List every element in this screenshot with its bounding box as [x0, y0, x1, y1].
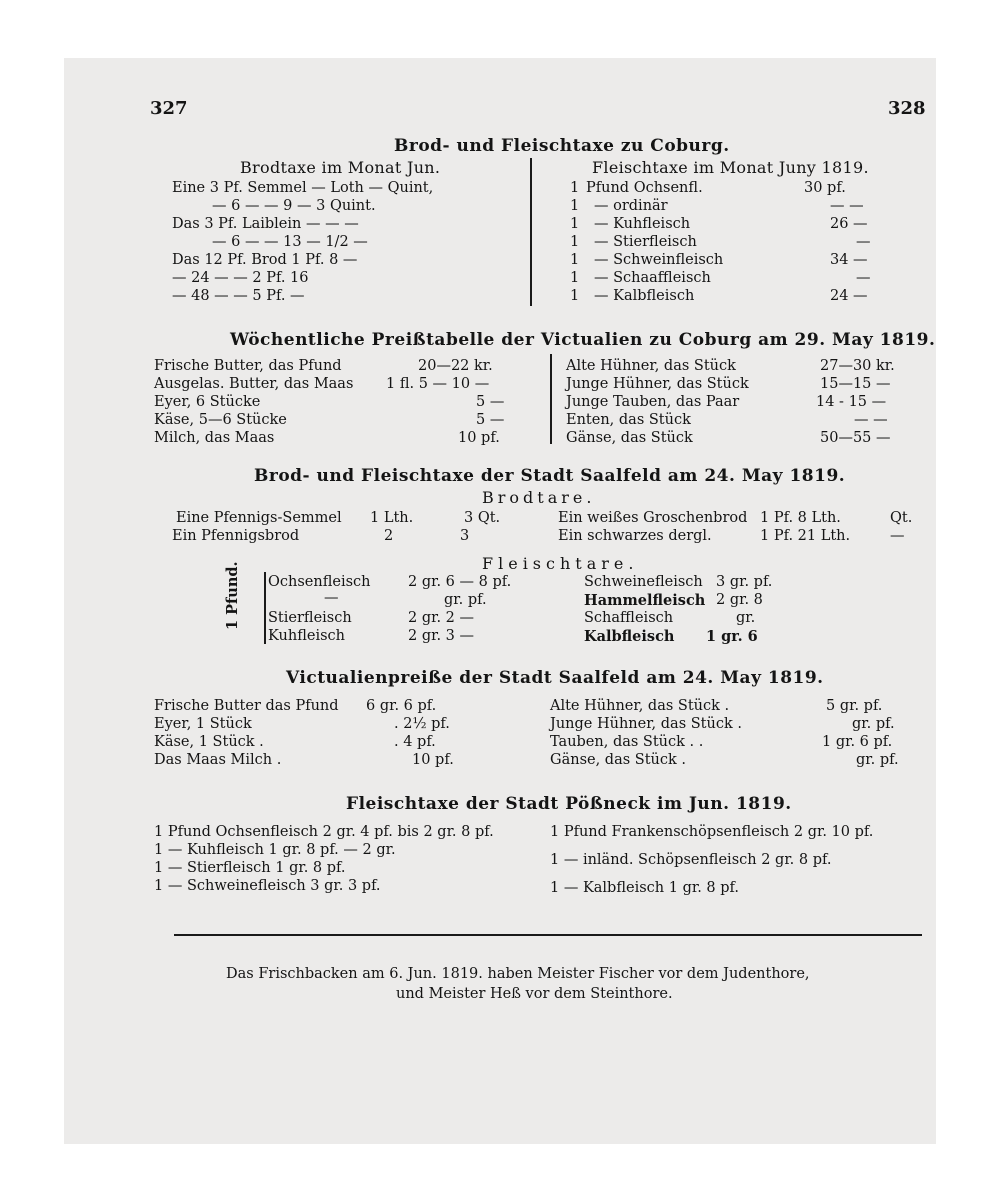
victualien-left-price: . 2½ pf. [394, 716, 450, 732]
preis-left-price: 1 fl. 5 — 10 — [386, 376, 490, 392]
saalfeld-brot-a: 1 Pf. 8 Lth. [760, 510, 841, 526]
saalfeld-fleisch-item: Kuhfleisch [268, 628, 345, 644]
saalfeld-fleisch-price: 2 gr. 8 [716, 592, 763, 608]
coburg-fleisch-qty: 1 [570, 198, 580, 214]
saalfeld-fleisch-price: 2 gr. 3 — [408, 628, 475, 644]
coburg-fleisch-item: — Schaaffleisch [594, 270, 711, 286]
saalfeld-brot-b: — [890, 528, 905, 544]
preis-right-item: Gänse, das Stück [566, 430, 693, 446]
saalfeld-fleisch-price: 2 gr. 6 — 8 pf. [408, 574, 512, 590]
coburg-brot-row: — 48 — — 5 Pf. — [172, 288, 305, 304]
saalfeld-taxe-title: Brod- und Fleischtaxe der Stadt Saalfeld am 24. May 1819. [254, 466, 846, 486]
saalfeld-fleisch-price: gr. pf. [444, 592, 487, 608]
preis-right-price: 50—55 — [820, 430, 891, 446]
preis-left-item: Eyer, 6 Stücke [154, 394, 261, 410]
poessneck-title: Fleischtaxe der Stadt Pößneck im Jun. 1819. [346, 794, 792, 814]
saalfeld-fleisch-price: 1 gr. 6 [706, 628, 758, 645]
victualien-left-item: Eyer, 1 Stück [154, 716, 252, 732]
coburg-fleisch-item: — Stierfleisch [594, 234, 697, 250]
saalfeld-brot-b: 3 Qt. [464, 510, 501, 526]
coburg-title: Brod- und Fleischtaxe zu Coburg. [394, 136, 730, 156]
preis-right-price: 14 - 15 — [816, 394, 887, 410]
saalfeld-fleisch-item: Schweinefleisch [584, 574, 703, 590]
preis-right-item: Alte Hühner, das Stück [566, 358, 736, 374]
saalfeld-fleisch-price: 3 gr. pf. [716, 574, 773, 590]
preis-left-price: 10 pf. [458, 430, 500, 446]
coburg-fleisch-item: Pfund Ochsenfl. [586, 180, 703, 196]
saalfeld-brot-item: Ein schwarzes dergl. [558, 528, 712, 544]
poessneck-left-row: 1 — Kuhfleisch 1 gr. 8 pf. — 2 gr. [154, 842, 396, 858]
footer-note-line2: und Meister Heß vor dem Steinthore. [396, 986, 673, 1002]
saalfeld-fleisch-item: — [324, 590, 339, 606]
coburg-brot-title: Brodtaxe im Monat Jun. [240, 158, 441, 177]
coburg-fleisch-price: 24 — [830, 288, 868, 304]
saalfeld-victualien-title: Victualienpreiße der Stadt Saalfeld am 24. May 1819. [286, 668, 824, 688]
victualien-right-price: gr. pf. [852, 716, 895, 732]
coburg-fleisch-qty: 1 [570, 270, 580, 286]
coburg-fleisch-qty: 1 [570, 288, 580, 304]
saalfeld-fleisch-item: Schaffleisch [584, 610, 674, 626]
coburg-fleisch-item: — Schweinfleisch [594, 252, 724, 268]
saalfeld-fleisch-item: Stierfleisch [268, 610, 352, 626]
saalfeld-brot-a: 1 Pf. 21 Lth. [760, 528, 851, 544]
coburg-fleisch-price: 30 pf. [804, 180, 846, 196]
coburg-brot-row: — 6 — — 9 — 3 Quint. [212, 198, 376, 214]
coburg-fleisch-price: — — [830, 198, 864, 214]
victualien-right-item: Tauben, das Stück . . [550, 734, 704, 750]
section-divider [174, 934, 922, 936]
saalfeld-fleisch-price: 2 gr. 2 — [408, 610, 475, 626]
coburg-fleisch-price: — [856, 270, 871, 286]
preis-right-price: 15—15 — [820, 376, 891, 392]
preistabelle-title: Wöchentliche Preißtabelle der Victualien zu Coburg am 29. May 1819. [230, 330, 936, 350]
victualien-right-item: Alte Hühner, das Stück . [550, 698, 730, 714]
coburg-fleisch-price: — [856, 234, 871, 250]
coburg-brot-row: Das 3 Pf. Laiblein — — — [172, 216, 359, 232]
coburg-fleisch-qty: 1 [570, 252, 580, 268]
preis-right-item: Junge Tauben, das Paar [566, 394, 740, 410]
coburg-brot-row: — 6 — — 13 — 1/2 — [212, 234, 368, 250]
saalfeld-brot-a: 1 Lth. [370, 510, 414, 526]
saalfeld-brot-item: Ein weißes Groschenbrod [558, 510, 748, 526]
victualien-left-price: . 4 pf. [394, 734, 436, 750]
poessneck-right-row: 1 — Kalbfleisch 1 gr. 8 pf. [550, 880, 739, 896]
column-divider [550, 354, 552, 444]
victualien-left-item: Käse, 1 Stück . [154, 734, 264, 750]
victualien-right-item: Junge Hühner, das Stück . [550, 716, 742, 732]
preis-left-item: Frische Butter, das Pfund [154, 358, 342, 374]
coburg-fleisch-qty: 1 [570, 234, 580, 250]
victualien-left-price: 6 gr. 6 pf. [366, 698, 437, 714]
preis-left-item: Milch, das Maas [154, 430, 275, 446]
poessneck-left-row: 1 Pfund Ochsenfleisch 2 gr. 4 pf. bis 2 gr. 8 pf. [154, 824, 494, 840]
victualien-left-item: Das Maas Milch . [154, 752, 282, 768]
preis-right-price: — — [854, 412, 888, 428]
coburg-fleisch-price: 34 — [830, 252, 868, 268]
coburg-fleisch-qty: 1 [570, 180, 580, 196]
saalfeld-brot-item: Ein Pfennigsbrod [172, 528, 300, 544]
preis-left-item: Ausgelas. Butter, das Maas [154, 376, 354, 392]
saalfeld-fleisch-item: Ochsenfleisch [268, 574, 371, 590]
poessneck-right-row: 1 — inländ. Schöpsenfleisch 2 gr. 8 pf. [550, 852, 832, 868]
poessneck-left-row: 1 — Stierfleisch 1 gr. 8 pf. [154, 860, 346, 876]
poessneck-left-row: 1 — Schweinefleisch 3 gr. 3 pf. [154, 878, 381, 894]
preis-left-price: 5 — [476, 394, 505, 410]
victualien-right-price: 5 gr. pf. [826, 698, 883, 714]
preis-left-price: 20—22 kr. [418, 358, 493, 374]
saalfeld-brot-a: 2 [384, 528, 394, 544]
coburg-brot-row: Das 12 Pf. Brod 1 Pf. 8 — [172, 252, 358, 268]
saalfeld-brot-b: 3 [460, 528, 470, 544]
victualien-right-item: Gänse, das Stück . [550, 752, 687, 768]
footer-note-line1: Das Frischbacken am 6. Jun. 1819. haben Meister Fischer vor dem Judenthore, [226, 966, 810, 982]
coburg-fleisch-item: — Kuhfleisch [594, 216, 691, 232]
victualien-left-price: 10 pf. [412, 752, 454, 768]
saalfeld-brot-title: Brodtare. [482, 488, 596, 507]
bracket-line [264, 572, 266, 644]
right-page-number: 328 [888, 98, 926, 119]
column-divider [530, 158, 532, 306]
coburg-fleisch-price: 26 — [830, 216, 868, 232]
preis-left-price: 5 — [476, 412, 505, 428]
victualien-right-price: 1 gr. 6 pf. [822, 734, 893, 750]
saalfeld-brot-item: Eine Pfennigs-Semmel [176, 510, 342, 526]
poessneck-right-row: 1 Pfund Frankenschöpsenfleisch 2 gr. 10 pf. [550, 824, 874, 840]
preis-right-price: 27—30 kr. [820, 358, 895, 374]
saalfeld-brot-b: Qt. [890, 510, 913, 526]
saalfeld-fleisch-item: Kalbfleisch [584, 628, 675, 645]
coburg-brot-row: — 24 — — 2 Pf. 16 [172, 270, 309, 286]
victualien-left-item: Frische Butter das Pfund [154, 698, 339, 714]
saalfeld-fleisch-title: Fleischtare. [482, 554, 639, 573]
unit-label-vertical: 1 Pfund. [224, 561, 241, 630]
saalfeld-fleisch-item: Hammelfleisch [584, 592, 706, 609]
coburg-brot-row: Eine 3 Pf. Semmel — Loth — Quint, [172, 180, 434, 196]
victualien-right-price: gr. pf. [856, 752, 899, 768]
scanned-page [64, 58, 936, 1144]
preis-left-item: Käse, 5—6 Stücke [154, 412, 287, 428]
coburg-fleisch-title: Fleischtaxe im Monat Juny 1819. [592, 158, 869, 177]
coburg-fleisch-item: — Kalbfleisch [594, 288, 695, 304]
coburg-fleisch-item: — ordinär [594, 198, 668, 214]
left-page-number: 327 [150, 98, 188, 119]
saalfeld-fleisch-price: gr. [736, 610, 756, 626]
preis-right-item: Enten, das Stück [566, 412, 691, 428]
preis-right-item: Junge Hühner, das Stück [566, 376, 749, 392]
coburg-fleisch-qty: 1 [570, 216, 580, 232]
